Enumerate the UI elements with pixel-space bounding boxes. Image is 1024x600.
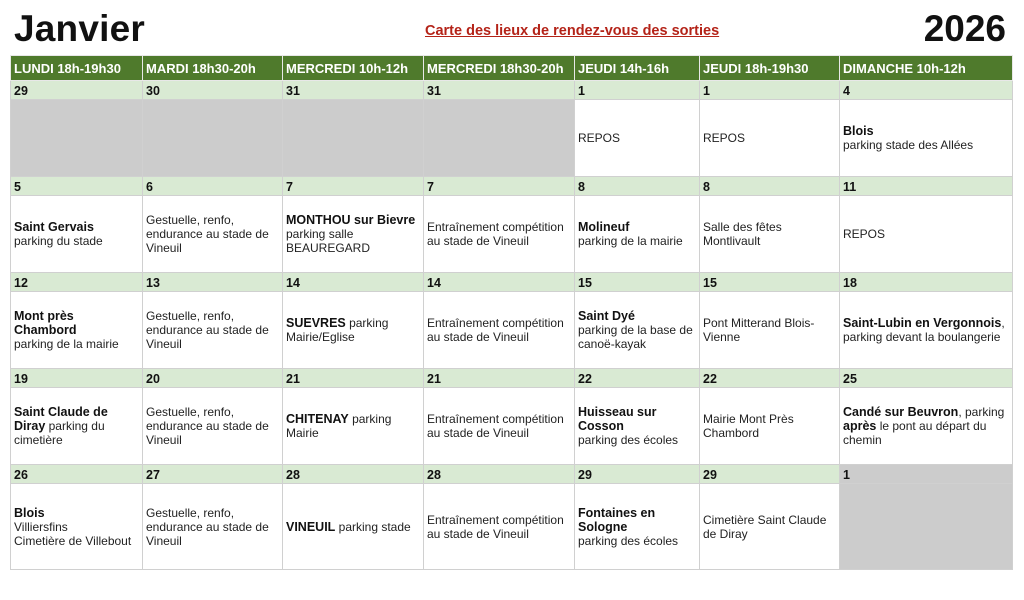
day-number: 14 (424, 273, 575, 292)
session-detail: Cimetière Saint Claude de Diray (703, 512, 827, 541)
session-detail: parking de la mairie (578, 234, 683, 248)
session-detail: , parking (958, 405, 1005, 419)
column-header: JEUDI 18h-19h30 (700, 56, 840, 81)
column-header: LUNDI 18h-19h30 (11, 56, 143, 81)
session-location: Saint-Lubin en Vergonnois (843, 316, 1002, 330)
day-number: 6 (143, 177, 283, 196)
day-number: 18 (840, 273, 1013, 292)
session-cell (424, 196, 575, 273)
column-header: MERCREDI 10h-12h (283, 56, 424, 81)
column-header: MERCREDI 18h30-20h (424, 56, 575, 81)
session-location: Blois (843, 124, 874, 138)
session-cell (11, 196, 143, 273)
session-detail: parking stade des Allées (843, 138, 974, 152)
session-location: CHITENAY (286, 412, 349, 426)
session-location: Fontaines en Sologne (578, 505, 656, 534)
session-cell (575, 388, 700, 465)
day-number: 30 (143, 81, 283, 100)
session-cell (283, 100, 424, 177)
day-number: 31 (283, 81, 424, 100)
day-number: 21 (424, 369, 575, 388)
day-number-row (11, 465, 1013, 484)
session-cell (840, 292, 1013, 369)
day-number: 7 (424, 177, 575, 196)
session-cell (575, 196, 700, 273)
day-number: 20 (143, 369, 283, 388)
session-cell (840, 100, 1013, 177)
day-number: 22 (575, 369, 700, 388)
session-cell (575, 100, 700, 177)
session-location: Saint Dyé (578, 309, 635, 323)
day-number: 28 (424, 465, 575, 484)
day-number: 8 (700, 177, 840, 196)
session-location: Saint Claude de Diray (14, 405, 108, 433)
session-cell (11, 484, 143, 570)
session-detail: Entraînement compétition au stade de Vineuil (427, 412, 564, 440)
day-number: 29 (575, 465, 700, 484)
day-number: 25 (840, 369, 1013, 388)
session-detail: REPOS (703, 131, 746, 145)
session-cell (700, 388, 840, 465)
session-detail: parking du stade (14, 234, 103, 248)
session-cell (11, 100, 143, 177)
session-cell (11, 388, 143, 465)
session-detail: parking salle BEAUREGARD (286, 227, 371, 255)
session-detail: Salle des fêtes Montlivault (703, 220, 782, 248)
meeting-places-map-link[interactable]: Carte des lieux de rendez-vous des sorties (425, 23, 720, 39)
session-location: Saint Gervais (14, 220, 94, 234)
session-cell (11, 292, 143, 369)
session-row (11, 100, 1013, 177)
day-number: 11 (840, 177, 1013, 196)
day-number: 12 (11, 273, 143, 292)
session-cell (143, 292, 283, 369)
session-detail: , parking devant la boulangerie (843, 316, 1005, 344)
session-cell (143, 388, 283, 465)
session-cell (424, 484, 575, 570)
session-cell (424, 388, 575, 465)
session-detail: parking de la mairie (14, 337, 119, 351)
session-location: Blois (14, 505, 45, 520)
session-detail: Gestuelle, renfo, endurance au stade de Vineuil (146, 405, 269, 447)
session-location: Molineuf (578, 220, 630, 234)
session-location: VINEUIL (286, 519, 336, 534)
session-detail: Gestuelle, renfo, endurance au stade de Vineuil (146, 505, 269, 548)
session-cell (700, 196, 840, 273)
session-cell (424, 292, 575, 369)
session-cell (840, 196, 1013, 273)
day-number: 15 (575, 273, 700, 292)
session-detail: Gestuelle, renfo, endurance au stade de Vineuil (146, 309, 269, 351)
session-detail: Mairie Mont Près Chambord (703, 412, 794, 440)
month-title: Janvier (14, 8, 145, 49)
session-detail: parking des écoles (578, 533, 679, 548)
day-number-row (11, 273, 1013, 292)
year-title: 2026 (923, 8, 1006, 49)
session-detail: parking des écoles (578, 433, 679, 447)
session-cell (575, 292, 700, 369)
calendar-body (11, 81, 1013, 570)
session-location: SUEVRES (286, 316, 346, 330)
session-location: MONTHOU sur Bievre (286, 213, 416, 227)
session-cell (700, 292, 840, 369)
session-detail: Pont Mitterand Blois-Vienne (703, 316, 815, 344)
day-number: 15 (700, 273, 840, 292)
day-number: 1 (840, 465, 1013, 484)
session-cell (700, 484, 840, 570)
session-cell (700, 100, 840, 177)
session-location: après (843, 419, 877, 433)
session-detail: Entraînement compétition au stade de Vineuil (427, 316, 564, 344)
session-cell (840, 484, 1013, 570)
day-number: 8 (575, 177, 700, 196)
session-detail: le pont au départ du chemin (843, 419, 987, 447)
column-header: JEUDI 14h-16h (575, 56, 700, 81)
session-detail: parking Mairie (286, 412, 392, 440)
day-number: 27 (143, 465, 283, 484)
session-cell (283, 484, 424, 570)
session-cell (283, 292, 424, 369)
session-detail: parking stade (335, 519, 411, 534)
day-number-row (11, 369, 1013, 388)
session-row (11, 292, 1013, 369)
session-cell (143, 196, 283, 273)
day-number: 7 (283, 177, 424, 196)
day-number: 29 (700, 465, 840, 484)
day-number: 5 (11, 177, 143, 196)
day-number: 19 (11, 369, 143, 388)
day-number: 22 (700, 369, 840, 388)
session-detail: parking du cimetière (14, 419, 105, 447)
day-number-row (11, 81, 1013, 100)
session-detail: Cimetière de Villebout (14, 533, 132, 548)
day-number: 4 (840, 81, 1013, 100)
day-number: 21 (283, 369, 424, 388)
session-detail: Entraînement compétition au stade de Vineuil (427, 512, 564, 541)
day-number: 13 (143, 273, 283, 292)
day-number: 29 (11, 81, 143, 100)
session-detail: REPOS (578, 131, 621, 145)
session-cell (143, 100, 283, 177)
column-header: DIMANCHE 10h-12h (840, 56, 1013, 81)
day-number: 31 (424, 81, 575, 100)
session-cell (143, 484, 283, 570)
session-row (11, 484, 1013, 570)
session-row (11, 388, 1013, 465)
day-number: 26 (11, 465, 143, 484)
session-location: Huisseau sur Cosson (578, 405, 657, 433)
day-number-row (11, 177, 1013, 196)
session-location: Mont près Chambord (14, 309, 77, 337)
session-detail: Villiersfins (14, 519, 68, 534)
session-detail: REPOS (843, 227, 886, 241)
column-header: MARDI 18h30-20h (143, 56, 283, 81)
session-cell (424, 100, 575, 177)
session-detail: Gestuelle, renfo, endurance au stade de Vineuil (146, 213, 269, 255)
session-cell (575, 484, 700, 570)
calendar-table (10, 55, 1013, 570)
session-cell (283, 196, 424, 273)
day-number: 28 (283, 465, 424, 484)
day-number: 1 (700, 81, 840, 100)
session-row (11, 196, 1013, 273)
session-detail: parking de la base de canoë-kayak (578, 323, 693, 351)
session-cell (840, 388, 1013, 465)
session-location: Candé sur Beuvron (843, 405, 959, 419)
day-number: 14 (283, 273, 424, 292)
column-header-row (11, 56, 1013, 81)
day-number: 1 (575, 81, 700, 100)
session-detail: parking Mairie/Eglise (286, 316, 389, 344)
session-detail: Entraînement compétition au stade de Vineuil (427, 220, 564, 248)
session-cell (283, 388, 424, 465)
